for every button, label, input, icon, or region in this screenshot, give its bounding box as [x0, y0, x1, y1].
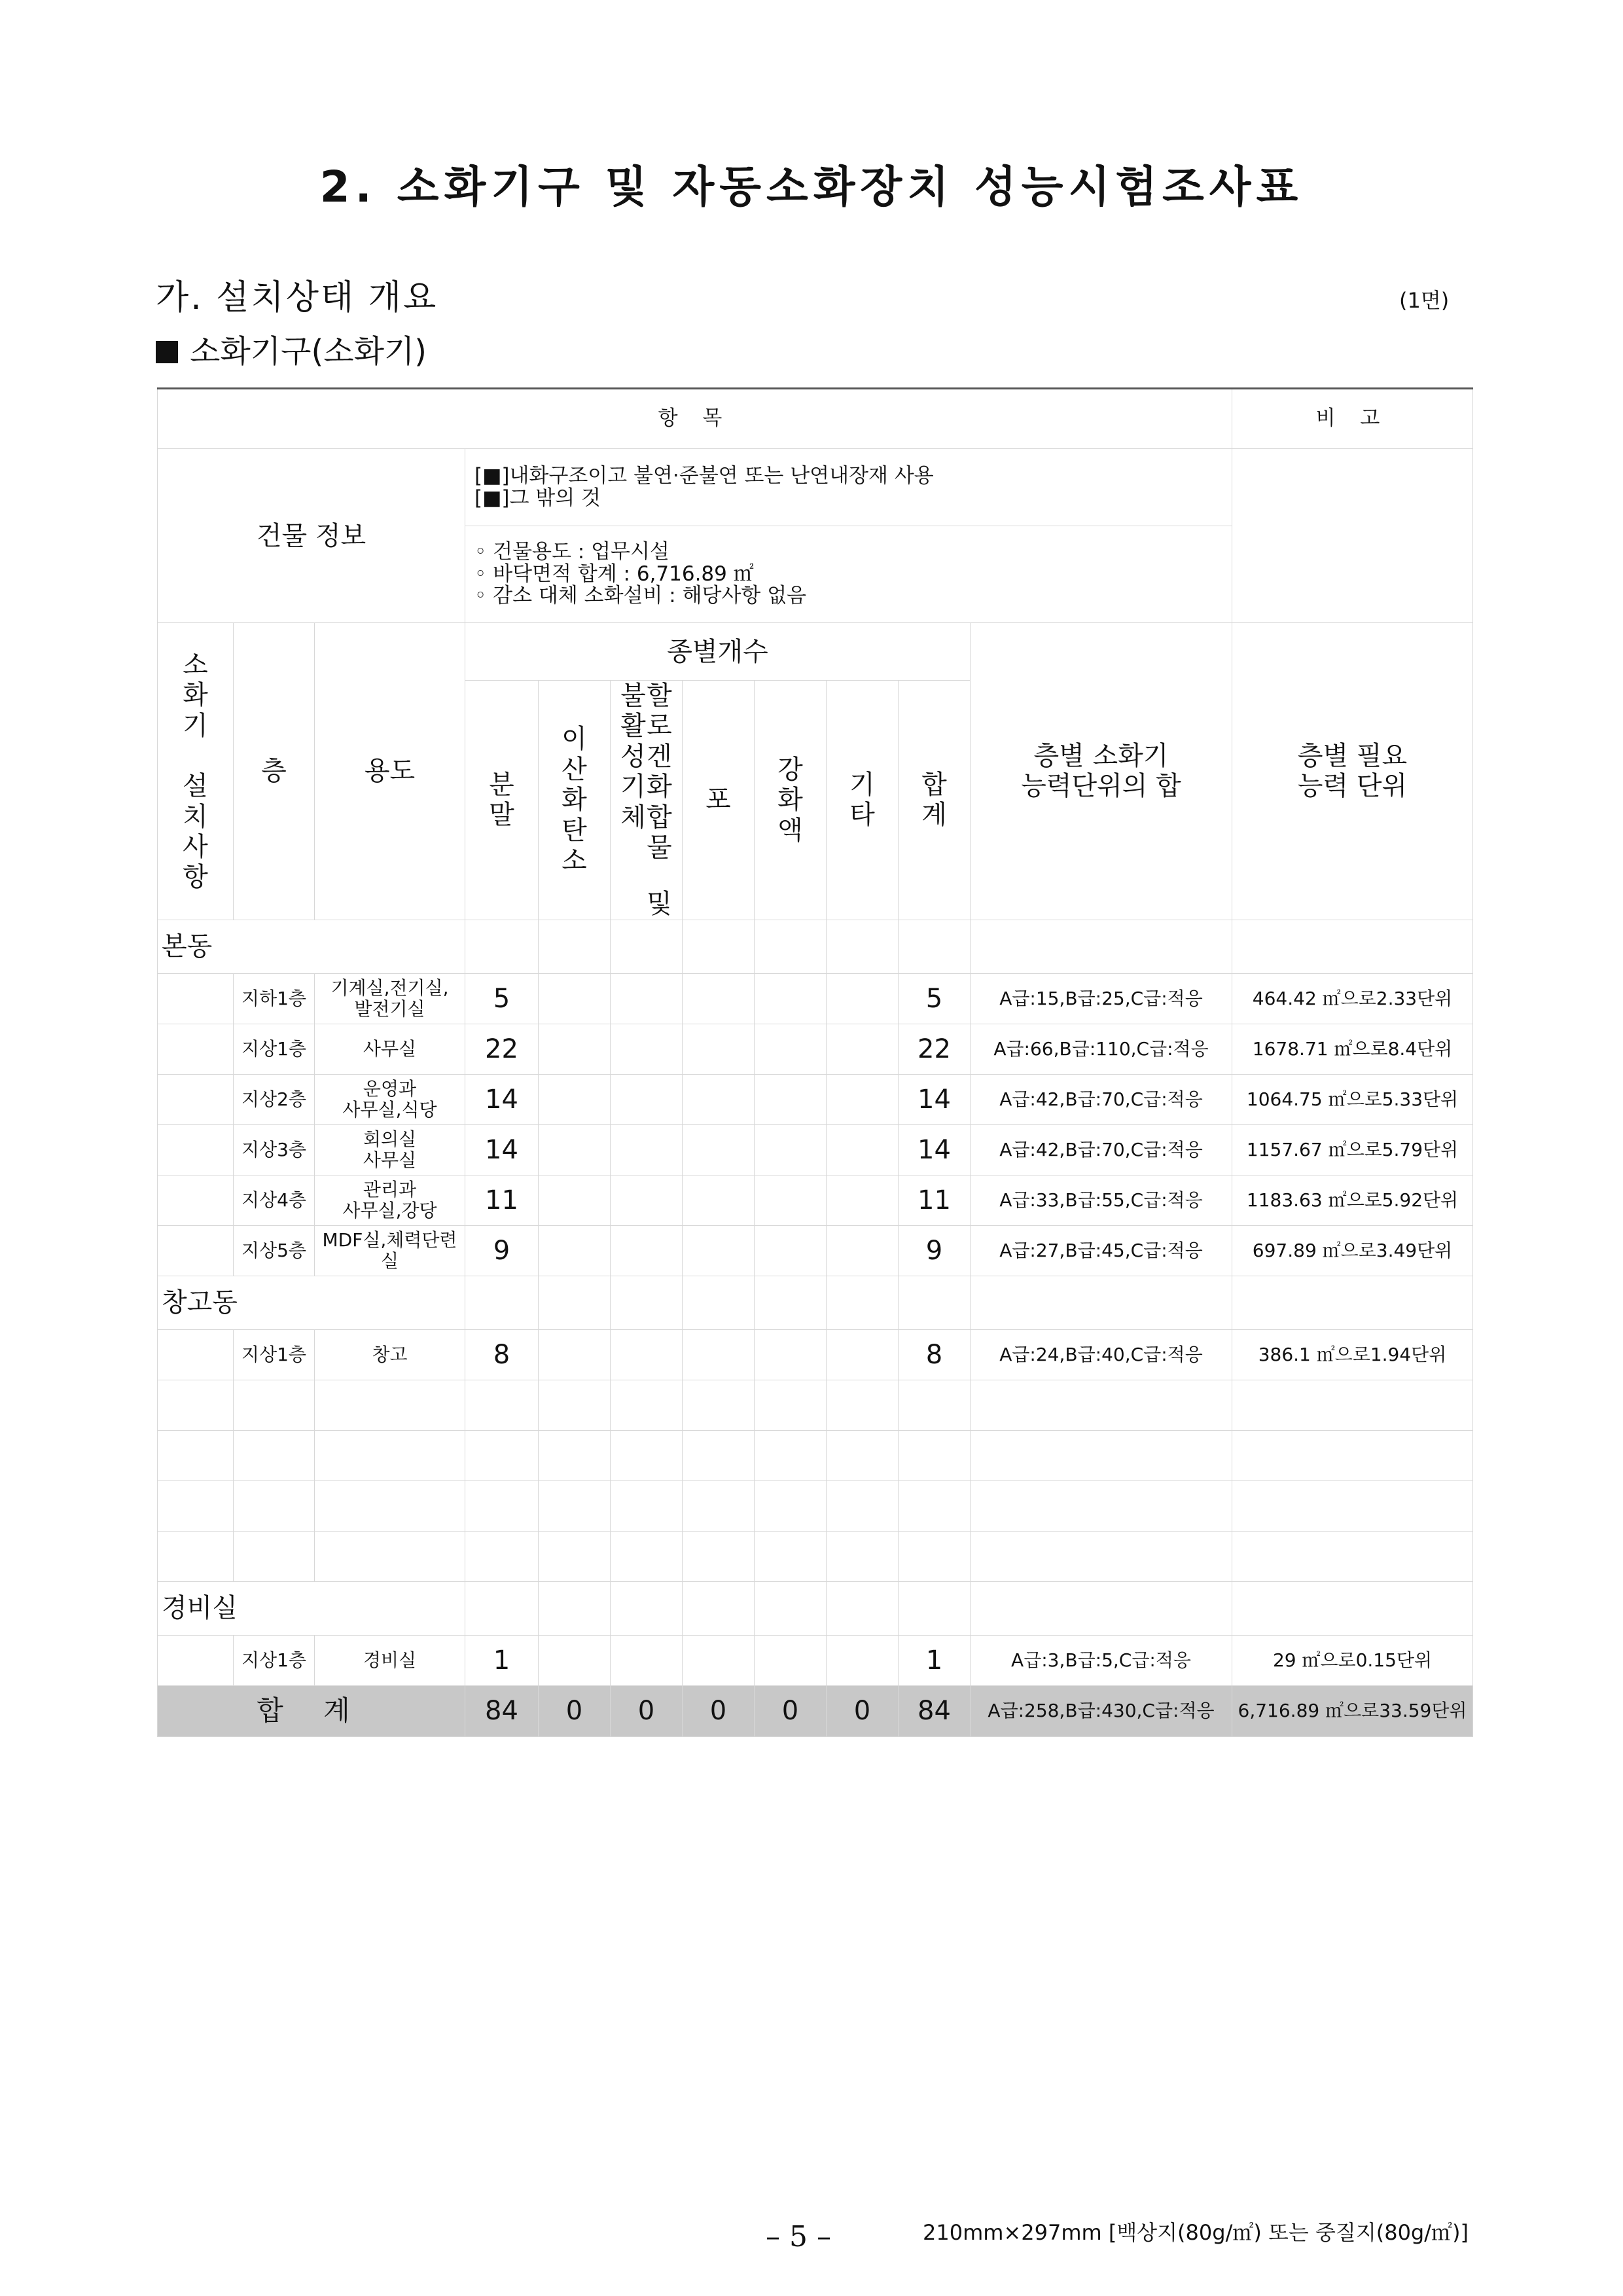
strong-cell [755, 1225, 827, 1276]
required-cell: 1183.63 ㎡으로5.92단위 [1232, 1175, 1473, 1225]
col-use: 용도 [315, 623, 465, 920]
foam-cell [683, 1635, 755, 1685]
building-info-label: 건물 정보 [158, 449, 465, 623]
row-indent [158, 1074, 234, 1124]
strong-cell [755, 973, 827, 1024]
use-cell [315, 1635, 465, 1685]
other-cell [827, 1480, 899, 1531]
use-cell [315, 1074, 465, 1124]
other-cell [827, 1175, 899, 1225]
floor-cell: 지상1층 [234, 1024, 315, 1074]
empty-cell [683, 920, 755, 973]
foam-cell [683, 1074, 755, 1124]
powder-cell: 8 [465, 1329, 539, 1380]
table-row [158, 1175, 1473, 1225]
extinguisher-table [157, 387, 1473, 1737]
use-line: 기계실,전기실, [330, 977, 449, 999]
use-line: 사무실,식당 [342, 1098, 437, 1121]
use-line: 사무실,강당 [342, 1199, 437, 1221]
capacity-cell [971, 1380, 1232, 1430]
use-cell [315, 1124, 465, 1175]
vertical-char: 기 [849, 769, 875, 800]
row-indent [158, 1430, 234, 1480]
structure-line-1: [■]내화구조이고 불연·준불연 또는 난연내장재 사용 [474, 464, 934, 488]
vertical-char: 물 [647, 832, 672, 863]
row-indent [158, 1531, 234, 1581]
row-indent [158, 1380, 234, 1430]
powder-cell: 11 [465, 1175, 539, 1225]
table-row [158, 1531, 1473, 1581]
col-capacity-sum [971, 623, 1232, 920]
required-cell: 1064.75 ㎡으로5.33단위 [1232, 1074, 1473, 1124]
floor-cell: 지상3층 [234, 1124, 315, 1175]
foam-cell [683, 1480, 755, 1531]
total-foam: 0 [683, 1685, 755, 1736]
co2-cell [539, 1024, 611, 1074]
building-remark [1232, 449, 1473, 623]
capacity-cell [971, 1430, 1232, 1480]
col-other [827, 681, 899, 920]
co2-cell [539, 1380, 611, 1430]
powder-cell: 14 [465, 1074, 539, 1124]
empty-cell [827, 1276, 899, 1329]
vertical-char: 활 [620, 711, 646, 742]
strong-cell [755, 1024, 827, 1074]
vertical-char: 합 [647, 802, 672, 833]
co2-cell [539, 1175, 611, 1225]
page-label: (1면) [1399, 288, 1450, 313]
floor-cell [234, 1480, 315, 1531]
use-line: 창고 [372, 1343, 408, 1365]
use-cell [315, 973, 465, 1024]
required-cell [1232, 1430, 1473, 1480]
col-floor: 층 [234, 623, 315, 920]
foam-cell [683, 973, 755, 1024]
powder-cell: 22 [465, 1024, 539, 1074]
section-title: 소화기구(소화기) [190, 333, 427, 370]
empty-cell [539, 1581, 611, 1635]
total-co2: 0 [539, 1685, 611, 1736]
strong-cell [755, 1531, 827, 1581]
foam-cell [683, 1175, 755, 1225]
capacity-cell [971, 1480, 1232, 1531]
capacity-sum-line-1: 층별 소화기 [1033, 741, 1169, 772]
halogen-cell [611, 1175, 683, 1225]
vertical-char: 이 [562, 724, 587, 755]
empty-cell [899, 1581, 971, 1635]
capacity-cell: A급:42,B급:70,C급:적응 [971, 1074, 1232, 1124]
use-line: 운영과 [363, 1077, 417, 1100]
empty-cell [971, 1276, 1232, 1329]
total-row [158, 1685, 1473, 1736]
halogen-cell [611, 1430, 683, 1480]
use-cell [315, 1430, 465, 1480]
co2-cell [539, 973, 611, 1024]
total-cell: 9 [899, 1225, 971, 1276]
halogen-cell [611, 1635, 683, 1685]
strong-cell [755, 1635, 827, 1685]
powder-cell: 14 [465, 1124, 539, 1175]
section-heading [156, 326, 427, 371]
vertical-char: 소 [183, 650, 208, 680]
capacity-cell: A급:66,B급:110,C급:적응 [971, 1024, 1232, 1074]
empty-cell [465, 1581, 539, 1635]
required-cell: 1678.71 ㎡으로8.4단위 [1232, 1024, 1473, 1074]
empty-cell [611, 1276, 683, 1329]
other-cell [827, 1380, 899, 1430]
use-cell [315, 1175, 465, 1225]
empty-cell [755, 1276, 827, 1329]
foam-cell [683, 1225, 755, 1276]
col-halogen [611, 681, 683, 920]
capacity-cell [971, 1531, 1232, 1581]
vertical-char: 탄 [562, 815, 587, 846]
vertical-char: 불 [620, 681, 646, 711]
total-label: 합 계 [158, 1685, 465, 1736]
empty-cell [971, 1581, 1232, 1635]
halogen-column [620, 681, 647, 833]
empty-cell [465, 920, 539, 973]
detail-line-2: ◦ 바닥면적 합계 : 6,716.89 ㎡ [474, 562, 754, 586]
required-cell [1232, 1380, 1473, 1430]
other-cell [827, 1225, 899, 1276]
use-line: 회의실 [363, 1128, 417, 1150]
foam-cell [683, 1430, 755, 1480]
vertical-char: 할 [647, 681, 672, 711]
other-cell [827, 1074, 899, 1124]
table-row [158, 1225, 1473, 1276]
required-cell: 386.1 ㎡으로1.94단위 [1232, 1329, 1473, 1380]
vertical-char: 로 [647, 711, 672, 742]
total-cell: 1 [899, 1635, 971, 1685]
header-remark: 비 고 [1232, 389, 1473, 449]
use-cell [315, 1531, 465, 1581]
total-other: 0 [827, 1685, 899, 1736]
floor-cell [234, 1380, 315, 1430]
powder-cell: 1 [465, 1635, 539, 1685]
strong-cell [755, 1430, 827, 1480]
use-cell [315, 1329, 465, 1380]
table-row [158, 1024, 1473, 1074]
building-structure [465, 449, 1232, 526]
strong-cell [755, 1175, 827, 1225]
total-cell: 14 [899, 1074, 971, 1124]
co2-cell [539, 1635, 611, 1685]
vertical-char: 및 [647, 889, 672, 920]
powder-cell: 9 [465, 1225, 539, 1276]
vertical-char: 소 [562, 845, 587, 876]
table-row [158, 973, 1473, 1024]
strong-cell [755, 1124, 827, 1175]
floor-cell: 지상1층 [234, 1329, 315, 1380]
required-cell: 29 ㎡으로0.15단위 [1232, 1635, 1473, 1685]
row-indent [158, 973, 234, 1024]
halogen-cell [611, 1074, 683, 1124]
paper-spec: 210mm×297mm [백상지(80g/㎡) 또는 중질지(80g/㎡)] [923, 2220, 1469, 2245]
halogen-cell [611, 1329, 683, 1380]
building-details [465, 526, 1232, 623]
group-row [158, 1581, 1473, 1635]
col-powder [465, 681, 539, 920]
other-cell [827, 1124, 899, 1175]
required-cell: 697.89 ㎡으로3.49단위 [1232, 1225, 1473, 1276]
required-cell: 464.42 ㎡으로2.33단위 [1232, 973, 1473, 1024]
empty-cell [899, 1276, 971, 1329]
floor-cell: 지상1층 [234, 1635, 315, 1685]
foam-cell [683, 1380, 755, 1430]
empty-cell [755, 920, 827, 973]
vertical-char: 화 [777, 785, 803, 816]
total-cell: 11 [899, 1175, 971, 1225]
required-cell: 1157.67 ㎡으로5.79단위 [1232, 1124, 1473, 1175]
vertical-char: 말 [489, 800, 514, 831]
empty-cell [539, 1276, 611, 1329]
table-row [158, 1329, 1473, 1380]
vertical-char: 겐 [647, 741, 672, 772]
total-cell [899, 1531, 971, 1581]
square-bullet-icon [156, 341, 178, 363]
required-cell [1232, 1531, 1473, 1581]
use-line: MDF실,체력단련 [322, 1229, 457, 1251]
row-indent [158, 1635, 234, 1685]
other-cell [827, 1430, 899, 1480]
table-row [158, 1380, 1473, 1430]
capacity-sum-line-2: 능력단위의 합 [1021, 771, 1181, 802]
capacity-cell: A급:24,B급:40,C급:적응 [971, 1329, 1232, 1380]
table-row [158, 1430, 1473, 1480]
total-cell [899, 1430, 971, 1480]
other-cell [827, 1635, 899, 1685]
total-cell [899, 1380, 971, 1430]
empty-cell [827, 920, 899, 973]
row-indent [158, 1480, 234, 1531]
other-cell [827, 973, 899, 1024]
total-strong: 0 [755, 1685, 827, 1736]
row-indent [158, 1024, 234, 1074]
use-line: 경비실 [363, 1649, 417, 1671]
powder-cell [465, 1380, 539, 1430]
vertical-char: 성 [620, 741, 646, 772]
empty-cell [683, 1581, 755, 1635]
co2-cell [539, 1329, 611, 1380]
powder-cell [465, 1531, 539, 1581]
vertical-char: 타 [849, 800, 875, 831]
col-foam: 포 [683, 681, 755, 920]
vertical-char: 산 [562, 754, 587, 785]
total-required: 6,716.89 ㎡으로33.59단위 [1232, 1685, 1473, 1736]
use-cell [315, 1480, 465, 1531]
floor-cell [234, 1531, 315, 1581]
empty-cell [683, 1276, 755, 1329]
total-capacity: A급:258,B급:430,C급:적응 [971, 1685, 1232, 1736]
foam-cell [683, 1329, 755, 1380]
vertical-char: 분 [489, 769, 514, 800]
row-indent [158, 1124, 234, 1175]
vertical-char: 합 [921, 769, 947, 800]
col-type-count: 종별개수 [465, 623, 971, 681]
empty-cell [899, 920, 971, 973]
structure-line-2: [■]그 밖의 것 [474, 486, 601, 510]
group-row [158, 920, 1473, 973]
vertical-char: 액 [777, 815, 803, 846]
table-row [158, 1124, 1473, 1175]
total-powder: 84 [465, 1685, 539, 1736]
page-title: 2. 소화기구 및 자동소화장치 성능시험조사표 [319, 162, 1304, 212]
required-line-1: 층별 필요 [1297, 741, 1408, 772]
capacity-cell: A급:27,B급:45,C급:적응 [971, 1225, 1232, 1276]
empty-cell [465, 1276, 539, 1329]
co2-cell [539, 1430, 611, 1480]
capacity-cell: A급:15,B급:25,C급:적응 [971, 973, 1232, 1024]
required-line-2: 능력 단위 [1297, 771, 1408, 802]
empty-cell [611, 1581, 683, 1635]
halogen-cell [611, 1480, 683, 1531]
empty-cell [611, 920, 683, 973]
vertical-char: 기 [183, 710, 208, 741]
powder-cell [465, 1480, 539, 1531]
halogen-cell [611, 973, 683, 1024]
halogen-column [647, 681, 673, 920]
detail-line-3: ◦ 감소 대체 소화설비 : 해당사항 없음 [474, 584, 807, 608]
floor-cell: 지하1층 [234, 973, 315, 1024]
floor-cell: 지상2층 [234, 1074, 315, 1124]
vertical-char: 기 [620, 772, 646, 802]
use-line: 실 [380, 1249, 399, 1272]
detail-line-1: ◦ 건물용도 : 업무시설 [474, 540, 669, 564]
page-number: – 5 – [766, 2220, 831, 2253]
total-halogen: 0 [611, 1685, 683, 1736]
use-cell [315, 1225, 465, 1276]
halogen-cell [611, 1531, 683, 1581]
other-cell [827, 1329, 899, 1380]
strong-cell [755, 1480, 827, 1531]
group-row [158, 1276, 1473, 1329]
capacity-cell: A급:3,B급:5,C급:적응 [971, 1635, 1232, 1685]
vertical-char: 설 [183, 771, 208, 802]
group-name: 경비실 [158, 1581, 465, 1635]
required-cell [1232, 1480, 1473, 1531]
col-strong [755, 681, 827, 920]
col-total [899, 681, 971, 920]
co2-cell [539, 1225, 611, 1276]
vertical-char: 화 [647, 772, 672, 802]
strong-cell [755, 1329, 827, 1380]
co2-cell [539, 1480, 611, 1531]
total-cell: 8 [899, 1329, 971, 1380]
floor-cell: 지상5층 [234, 1225, 315, 1276]
row-indent [158, 1175, 234, 1225]
vertical-char: 강 [777, 754, 803, 785]
use-cell [315, 1024, 465, 1074]
vertical-char: 체 [620, 802, 646, 833]
subtitle: 가. 설치상태 개요 [156, 278, 438, 317]
empty-cell [539, 920, 611, 973]
co2-cell [539, 1124, 611, 1175]
empty-cell [1232, 920, 1473, 973]
group-name: 본동 [158, 920, 465, 973]
vertical-char: 사 [183, 831, 208, 862]
floor-cell [234, 1430, 315, 1480]
foam-cell [683, 1124, 755, 1175]
halogen-cell [611, 1380, 683, 1430]
empty-cell [1232, 1581, 1473, 1635]
empty-cell [971, 920, 1232, 973]
row-indent [158, 1225, 234, 1276]
use-line: 관리과 [363, 1178, 417, 1200]
foam-cell [683, 1024, 755, 1074]
empty-cell [827, 1581, 899, 1635]
col-co2 [539, 681, 611, 920]
table-row [158, 1074, 1473, 1124]
capacity-cell: A급:42,B급:70,C급:적응 [971, 1124, 1232, 1175]
halogen-cell [611, 1225, 683, 1276]
strong-cell [755, 1380, 827, 1430]
header-item: 항 목 [158, 389, 1232, 449]
col-required [1232, 623, 1473, 920]
empty-cell [1232, 1276, 1473, 1329]
vertical-char: 계 [921, 800, 947, 831]
co2-cell [539, 1074, 611, 1124]
floor-cell: 지상4층 [234, 1175, 315, 1225]
total-cell: 14 [899, 1124, 971, 1175]
table-row [158, 1635, 1473, 1685]
strong-cell [755, 1074, 827, 1124]
use-line: 사무실 [363, 1149, 417, 1171]
halogen-cell [611, 1024, 683, 1074]
other-cell [827, 1531, 899, 1581]
total-cell: 22 [899, 1024, 971, 1074]
total-cell [899, 1480, 971, 1531]
vertical-char: 치 [183, 801, 208, 832]
use-line: 발전기실 [354, 997, 425, 1020]
row-indent [158, 1329, 234, 1380]
vertical-char: 화 [562, 785, 587, 816]
total-cell: 5 [899, 973, 971, 1024]
foam-cell [683, 1531, 755, 1581]
capacity-cell: A급:33,B급:55,C급:적응 [971, 1175, 1232, 1225]
group-name: 창고동 [158, 1276, 465, 1329]
powder-cell [465, 1430, 539, 1480]
empty-cell [755, 1581, 827, 1635]
other-cell [827, 1024, 899, 1074]
use-cell [315, 1380, 465, 1430]
powder-cell: 5 [465, 973, 539, 1024]
use-line: 사무실 [363, 1037, 417, 1060]
table-row [158, 1480, 1473, 1531]
vertical-char: 화 [183, 680, 208, 711]
vertical-char: 항 [183, 862, 208, 893]
total-total: 84 [899, 1685, 971, 1736]
co2-cell [539, 1531, 611, 1581]
halogen-cell [611, 1124, 683, 1175]
side-label [158, 623, 234, 920]
